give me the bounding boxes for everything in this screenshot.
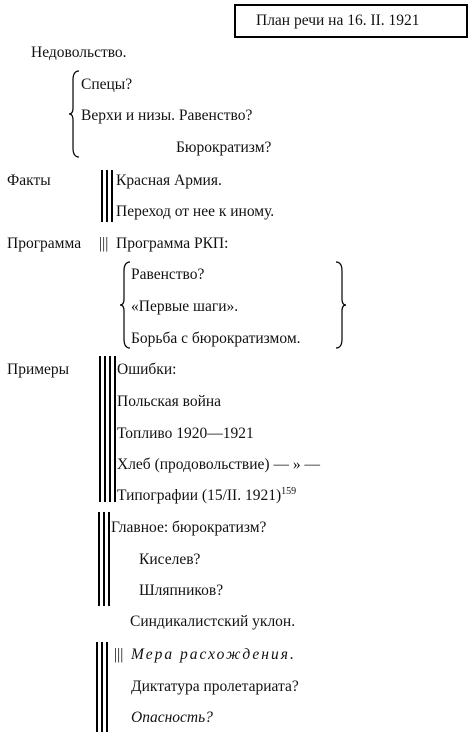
facts-bar-3: [111, 170, 113, 222]
examples-item-bread: Хлеб (продовольствие) — » —: [117, 456, 320, 473]
plan-title-box: [234, 4, 468, 38]
intro-item-verkhi: Верхи и низы. Равенство?: [81, 107, 253, 124]
program-title: Программа РКП:: [116, 235, 229, 252]
program-item-equality: Равенство?: [131, 266, 205, 283]
intro-item-spets: Спецы?: [81, 76, 133, 93]
intro-topic: Недовольство.: [31, 44, 127, 61]
main-bar-2: [103, 512, 105, 606]
main-bar-3: [108, 512, 110, 606]
intro-left-brace: [69, 70, 81, 158]
measure-item-danger: Опасность?: [131, 709, 213, 726]
examples-item-fuel: Топливо 1920—1921: [117, 425, 254, 442]
syndicalist-deviation: Синдикалистский уклон.: [130, 613, 296, 630]
measure-item-dictatorship: Диктатура пролетариата?: [131, 678, 299, 695]
examples-bar-3: [109, 356, 111, 502]
measure-bar-1: [96, 642, 98, 732]
plan-title: План речи на 16. II. 1921: [256, 12, 420, 29]
main-item-shlyapnikov: Шляпников?: [139, 582, 224, 599]
examples-bar-4: [114, 356, 116, 502]
facts-item-transition: Переход от нее к иному.: [116, 203, 275, 220]
facts-label: Факты: [7, 172, 51, 189]
main-bar-1: [98, 512, 100, 606]
measure-bar-3: [106, 642, 108, 732]
program-item-struggle: Борьба с бюрократизмом.: [131, 330, 301, 347]
program-marker: |||: [99, 235, 109, 252]
intro-item-bureaucratism: Бюрократизм?: [176, 139, 272, 156]
footnote-marker: 159: [281, 486, 297, 497]
facts-item-army: Красная Армия.: [116, 172, 222, 189]
program-right-brace: [334, 261, 346, 349]
main-title: Главное: бюрократизм?: [111, 519, 267, 536]
program-label: Программа: [7, 235, 82, 252]
examples-item-printing-text: Типографии (15/II. 1921): [117, 487, 282, 504]
main-item-kiselev: Киселев?: [139, 551, 201, 568]
examples-item-errors: Ошибки:: [117, 361, 177, 378]
facts-bar-1: [101, 170, 103, 222]
examples-item-polish-war: Польская война: [117, 393, 222, 410]
examples-bar-1: [99, 356, 101, 502]
measure-marker: |||: [114, 646, 124, 663]
measure-title: Мера расхождения.: [131, 646, 296, 663]
examples-item-printing: [117, 487, 296, 505]
examples-bar-2: [104, 356, 106, 502]
facts-bar-2: [106, 170, 108, 222]
program-item-first-steps: «Первые шаги».: [131, 298, 239, 315]
measure-bar-2: [101, 642, 103, 732]
examples-label: Примеры: [7, 361, 70, 378]
